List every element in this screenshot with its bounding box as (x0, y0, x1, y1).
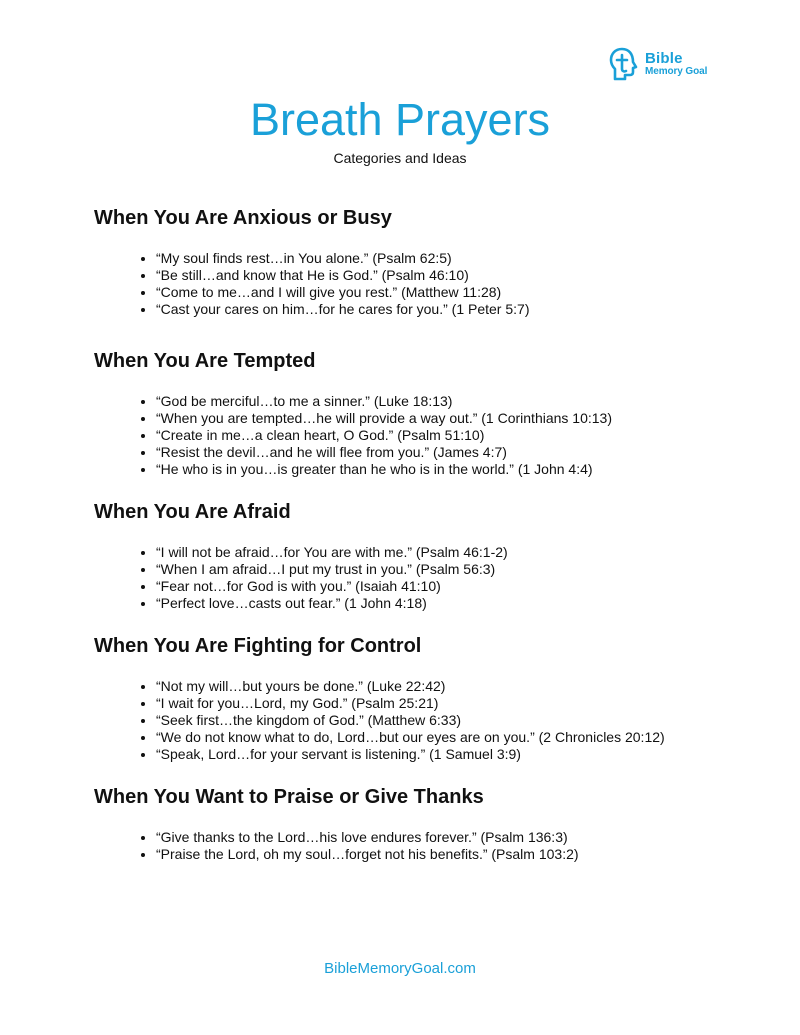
footer-website: BibleMemoryGoal.com (324, 960, 476, 977)
list-item: • “When you are tempted…he will provide a way out.” (1 Corinthians 10:13) (156, 410, 774, 427)
list-item: • “Praise the Lord, oh my soul…forget not his benefits.” (Psalm 103:2) (156, 846, 774, 863)
list-item: • “Come to me…and I will give you rest.” (Matthew 11:28) (156, 284, 774, 301)
logo-line-2: Memory Goal (645, 66, 708, 77)
prayer-list (94, 393, 774, 478)
section-anxious (94, 206, 774, 318)
prayer-list (94, 544, 774, 612)
list-item: • “When I am afraid…I put my trust in you.” (Psalm 56:3) (156, 561, 774, 578)
list-item: • “Resist the devil…and he will flee from you.” (James 4:7) (156, 444, 774, 461)
head-cross-icon (609, 47, 639, 81)
logo-text (645, 51, 707, 77)
list-item: • “Seek first…the kingdom of God.” (Matthew 6:33) (156, 712, 774, 729)
section-heading: When You Are Afraid (94, 501, 291, 523)
list-item: • “God be merciful…to me a sinner.” (Luke 18:13) (156, 393, 774, 410)
section-control (94, 634, 774, 763)
section-tempted (94, 349, 774, 478)
list-item: • “I wait for you…Lord, my God.” (Psalm 25:21) (156, 695, 774, 712)
list-item: • “Be still…and know that He is God.” (Psalm 46:10) (156, 267, 774, 284)
section-heading: When You Want to Praise or Give Thanks (94, 786, 484, 808)
list-item: • “Give thanks to the Lord…his love endures forever.” (Psalm 136:3) (156, 829, 774, 846)
prayer-list (94, 678, 774, 763)
page-title: Breath Prayers (249, 94, 551, 145)
section-heading: When You Are Tempted (94, 350, 316, 372)
list-item: • “My soul finds rest…in You alone.” (Psalm 62:5) (156, 250, 774, 267)
list-item: • “Perfect love…casts out fear.” (1 John 4:18) (156, 595, 774, 612)
page-subtitle: Categories and Ideas (333, 150, 467, 166)
section-praise (94, 785, 774, 863)
list-item: • “Create in me…a clean heart, O God.” (Psalm 51:10) (156, 427, 774, 444)
prayer-list (94, 829, 774, 863)
section-heading: When You Are Anxious or Busy (94, 207, 392, 229)
list-item: • “I will not be afraid…for You are with me.” (Psalm 46:1-2) (156, 544, 774, 561)
list-item: • “Fear not…for God is with you.” (Isaiah 41:10) (156, 578, 774, 595)
list-item: • “Not my will…but yours be done.” (Luke 22:42) (156, 678, 774, 695)
logo-line-1: Bible (645, 50, 683, 67)
section-heading: When You Are Fighting for Control (94, 635, 422, 657)
prayer-list (94, 250, 774, 318)
list-item: • “He who is in you…is greater than he who is in the world.” (1 John 4:4) (156, 461, 774, 478)
list-item: • “Cast your cares on him…for he cares for you.” (1 Peter 5:7) (156, 301, 774, 318)
list-item: • “Speak, Lord…for your servant is listening.” (1 Samuel 3:9) (156, 746, 774, 763)
brand-logo (609, 47, 707, 81)
list-item: • “We do not know what to do, Lord…but our eyes are on you.” (2 Chronicles 20:12) (156, 729, 774, 746)
section-afraid (94, 500, 774, 612)
